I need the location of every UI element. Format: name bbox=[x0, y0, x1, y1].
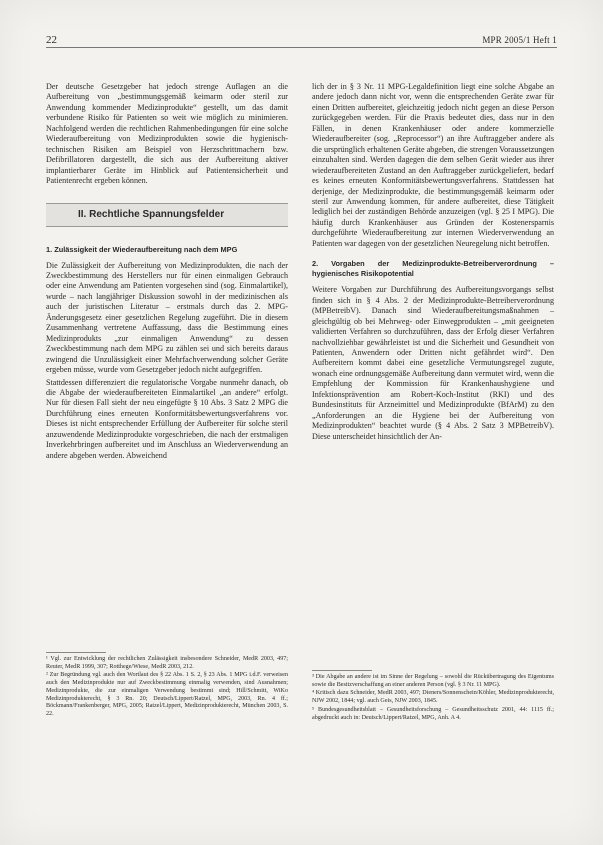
body-paragraph: Die Zulässigkeit der Aufbereitung von Medizinprodukten, die nach der Zweckbestimmung des Herstellers nur für einen einmaligen Gebrauch oder eine Anwendung am Patienten vorgesehen sind (sog. Einmalartikel), wurde – nach langjähriger Diskussion sowohl in der medizinischen als auch der juristischen Literatur – erstmals durch das 2. MPG-Änderungsgesetz einer gesetzlichen Regelung zugeführt. Die in diesem Zusammenhang vertretene Auffassung, dass die Bestimmung eines Medizinprodukts „zur einmaligen Anwendung“ zu dessen Zweckbestimmung nach dem MPG zu zählen sei und sich bereits daraus zwingend die Unzulässigkeit einer Mehrfachverwendung solcher Geräte ergeben müsse, wurde vom Gesetzgeber jedoch nicht aufgegriffen. bbox=[46, 260, 288, 375]
body-paragraph: lich der in § 3 Nr. 11 MPG-Legaldefinition liegt eine solche Abgabe an andere jedoch dann nicht vor, wenn die entsprechenden Geräte zwar für einen Dritten aufbereitet, gleichzeitig jedoch nicht gegen an diese Person zurückgegeben werden. Für die Praxis bedeutet dies, dass nur in den Fällen, in denen Krankenhäuser oder andere kommerzielle Wiederaufbereiter (sog. „Reprocessor“) an ihre Auftraggeber andere als die ursprünglich erhaltenen Geräte abgeben, die strengen Voraussetzungen einzuhalten sind. Werden dagegen die dem selben Gerät wieder aus ihrer wiederaufbereiteten Zustand an den Auftraggeber zurückgeliefert, bedarf es keines erneuten Konformitätsbewertungsverfahrens. Stattdessen hat derjenige, der Medizinprodukte, die bestimmungsgemäß keimarm oder steril zur Anwendung kommen, für andere aufbereitet, diese Tätigkeit lediglich bei der zuständigen Behörde anzuzeigen (vgl. § 25 I MPG). Die häufig durch Krankenhäuser aus Gründen der Kostenersparnis durchgeführte Wiederaufbereitung zur internen Wiederverwendung an Patienten war dagegen von der gesetzlichen Neuregelung nicht betroffen. bbox=[312, 82, 554, 248]
footnotes-right bbox=[312, 674, 554, 723]
footnote: ² Zur Begründung vgl. auch den Wortlaut des § 22 Abs. 1 S. 2, § 23 Abs. 1 MPG i.d.F. verweisen auch den Medizinprodukte nur auf Zweckbestimmung einmalig verwenden, sind Ausnahmen; Medizinprodukte, die zur einmaligen Verwendung bestimmt sind; Hill/Schmitt, WiKo Medizinprodukterecht, § 3 Rn. 20; Deutsch/Lippert/Ratzel, MPG, 2003, Rn. 4 ff.; Böckmann/Frankenberger, MPG, 2005; Ratzel/Lippert, Medizinprodukterecht, München 2003, S. 22. bbox=[46, 672, 288, 717]
body-paragraph: Stattdessen differenziert die regulatorische Vorgabe nunmehr danach, ob die Abgabe der wiederaufbereiteten Einmalartikel „an andere“ erfolgt. Nur für diesen Fall sieht der neu eingefügte § 10 Abs. 3 Satz 2 MPG die Durchführung eines erneuten Konformitätsbewertungsverfahrens vor. Dieses ist nicht entsprechender Erfüllung der Aufbereiter für solche steril anzuwendende Medizinprodukte vorgeschrieben, die nach der erstmaligen Inverkehrbringen aufbereitet und im Anschluss an Wiederverwendung an andere abgeben werden. Abweichend bbox=[46, 377, 288, 460]
section-heading: II. Rechtliche Spannungsfelder bbox=[46, 203, 288, 227]
footnote-divider bbox=[46, 652, 106, 653]
page-header bbox=[46, 33, 557, 48]
subsection-heading-1: 1. Zulässigkeit der Wiederaufbereitung nach dem MPG bbox=[46, 244, 238, 254]
footnote: ⁵ Bundesgesundheitsblatt – Gesundheitsforschung – Gesundheitsschutz 2001, 44: 1115 ff.; abgedruckt auch in: Deutsch/Lippert/Ratzel, MPG, Anh. A 4. bbox=[312, 706, 554, 721]
subsection-heading-2: 2. Vorgaben der Medizinprodukte-Betreiberverordnung – hygienisches Risikopotential bbox=[312, 259, 554, 279]
body-paragraph: Weitere Vorgaben zur Durchführung des Aufbereitungsvorgangs selbst finden sich in § 4 Abs. 2 der Medizinprodukte-Betreiberverordnung (MPBetreibV). Danach sind Wiederaufbereitungsmaßnahmen – gleichgültig ob bei Mehrweg- oder Einwegprodukten – „mit geeigneten validierten Verfahren so durchzuführen, dass der Erfolg dieser Verfahren nachvollziehbar gewährleistet ist und die Sicherheit und Gesundheit von Patienten, Anwendern oder Dritten nicht gefährdet wird“. Den Aufbereitern kommt dabei eine gesetzliche Vermutungsregel zugute, wonach eine ordnungsgemäße Aufbereitung dann vermutet wird, wenn die Empfehlung der Kommission für Krankenhaushygiene und Infektionsprävention am Robert-Koch-Institut (RKI) und des Bundesinstituts für Arzneimittel und Medizinprodukte (BfArM) zu den „Anforderungen an die Hygiene bei der Aufbereitung von Medizinprodukten“ beachtet wurde (§ 4 Abs. 2 Satz 3 MPBetreibV). Diese unterscheidet hinsichtlich der An- bbox=[312, 285, 554, 441]
footnote-divider bbox=[312, 670, 372, 671]
intro-paragraph: Der deutsche Gesetzgeber hat jedoch strenge Auflagen an die Aufbereitung von „bestimmungsgemäß keimarm oder steril zur Anwendung kommender Medizinprodukte“ gestellt, um das damit verbundene Risiko für Patienten so weit wie möglich zu minimieren. Nachfolgend werden die rechtlichen Rahmenbedingungen für eine solche Wiederaufbereitung von Medizinprodukten sowie die hygienisch-technischen Risiken am Beispiel von Herzschrittmachern bzw. Defibrillatoren dargestellt, die sich aus der Aufbereitung aktiver implantierbarer Geräte im Hinblick auf Patientensicherheit und Patientenrecht ergeben können. bbox=[46, 82, 288, 186]
footnote: ¹ Vgl. zur Entwicklung der rechtlichen Zulässigkeit insbesondere Schneider, MedR 2003, 497; Reuter, MedR 1999, 307; Rotthege/Wiese, MedR 2003, 212. bbox=[46, 656, 288, 670]
footnotes-left bbox=[46, 656, 288, 720]
footnote: ⁴ Kritisch dazu Schneider, MedR 2003, 497; Dieners/Sonnenschein/Köhler, Medizinprodukterecht, NJW 2002, 1844; vgl. auch Geis, NJW 2003, 1845. bbox=[312, 690, 554, 705]
left-column bbox=[46, 82, 288, 461]
journal-running-head: MPR 2005/1 Heft 1 bbox=[482, 35, 557, 45]
page-number: 22 bbox=[46, 34, 57, 46]
footnote: ³ Die Abgabe an andere ist im Sinne der Regelung – sowohl die Rückübertragung des Eigentums sowie die Besitzverschaffung an einer anderen Person (vgl. § 3 Nr. 11 MPG). bbox=[312, 674, 554, 688]
right-column bbox=[312, 82, 554, 442]
